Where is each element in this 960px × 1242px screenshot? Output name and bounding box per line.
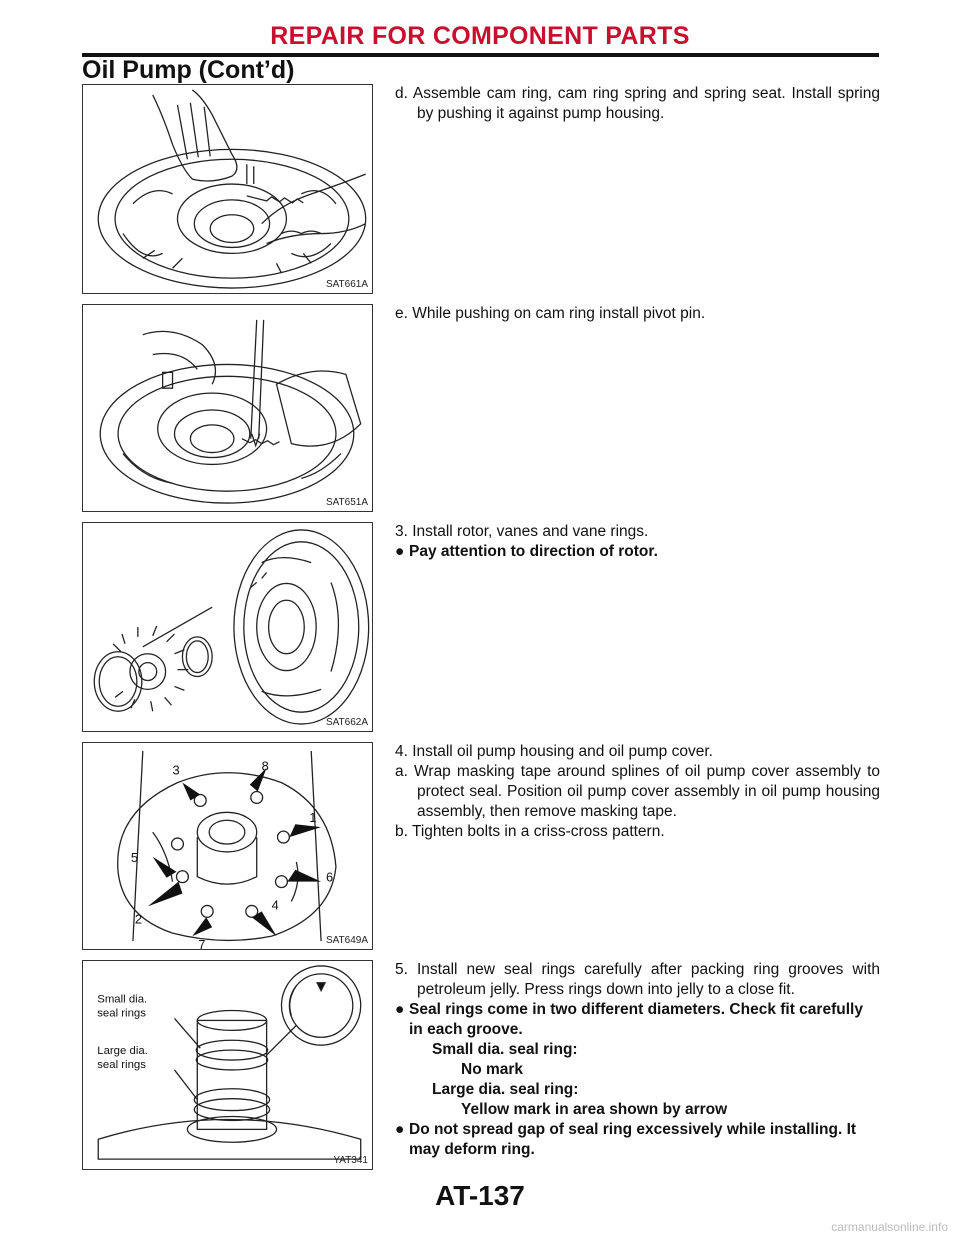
bullet-icon: ● xyxy=(395,1121,405,1138)
small-seal-value: No mark xyxy=(461,1061,524,1078)
large-seal-label: Large dia. seal ring: xyxy=(432,1081,579,1098)
bolt-number: 5 xyxy=(130,849,139,865)
step-3-bullet xyxy=(395,542,880,562)
step-d-block xyxy=(395,84,880,124)
step-5: 5. Install new seal rings carefully after packing ring grooves with petroleum jelly. Press rings down into jelly to a close fit. xyxy=(395,961,880,998)
bullet-icon: ● xyxy=(395,543,405,560)
step-3-block xyxy=(395,522,880,562)
callout-label: seal rings xyxy=(97,1058,146,1071)
step-3-bullet-text: Pay attention to direction of rotor. xyxy=(409,543,658,560)
illustration-pivot-pin xyxy=(83,305,372,511)
section-title: Oil Pump (Cont’d) xyxy=(82,56,295,84)
large-seal-value: Yellow mark in area shown by arrow xyxy=(461,1101,728,1118)
figure-code: SAT662A xyxy=(325,717,368,728)
header-title: REPAIR FOR COMPONENT PARTS xyxy=(270,22,690,50)
step-5-bullet-2-text: Do not spread gap of seal ring excessively while installing. It may deform ring. xyxy=(409,1121,857,1158)
illustration-rotor-vanes xyxy=(83,523,372,731)
step-e: e. While pushing on cam ring install pivot pin. xyxy=(395,305,706,322)
step-d: d. Assemble cam ring, cam ring spring and spring seat. Install spring by pushing it against pump housing. xyxy=(395,85,880,122)
step-e-block xyxy=(395,304,880,324)
step-4: 4. Install oil pump housing and oil pump cover. xyxy=(395,743,713,760)
step-5-bullet-1-text: Seal rings come in two different diameters. Check fit carefully in each groove. xyxy=(409,1001,863,1038)
figure-rotor-vanes xyxy=(82,522,373,732)
step-5-bullet-2 xyxy=(395,1120,880,1160)
step-3: 3. Install rotor, vanes and vane rings. xyxy=(395,523,649,540)
figure-pivot-pin xyxy=(82,304,373,512)
page-number: AT-137 xyxy=(435,1180,525,1211)
step-4-block xyxy=(395,742,880,842)
callout-label: Small dia. xyxy=(97,993,148,1006)
figure-code: YAT341 xyxy=(333,1155,368,1166)
figure-code: SAT649A xyxy=(325,935,368,946)
callout-label: Large dia. xyxy=(97,1045,148,1058)
callout-label: seal rings xyxy=(97,1007,146,1020)
step-4b: b. Tighten bolts in a criss-cross pattern. xyxy=(395,823,665,840)
illustration-bolt-pattern xyxy=(83,743,372,949)
illustration-seal-rings xyxy=(83,961,372,1169)
bolt-number: 6 xyxy=(326,869,334,885)
watermark: carmanualsonline.info xyxy=(831,1220,948,1234)
figure-bolt-pattern xyxy=(82,742,373,950)
figure-seal-rings xyxy=(82,960,373,1170)
figure-code: SAT651A xyxy=(325,497,368,508)
bolt-number: 3 xyxy=(172,762,180,778)
step-5-bullet-1 xyxy=(395,1000,880,1040)
bolt-number: 4 xyxy=(271,897,279,913)
step-5-block xyxy=(395,960,880,1160)
figure-code: SAT661A xyxy=(325,279,368,290)
step-4a: a. Wrap masking tape around splines of oil pump cover assembly to protect seal. Position oil pump cover assembly in oil pump housing assembly, then remove masking tape. xyxy=(395,763,880,820)
bolt-number: 1 xyxy=(309,810,317,826)
bolt-number: 2 xyxy=(134,911,143,927)
bullet-icon: ● xyxy=(395,1001,405,1018)
figure-cam-ring-assembly xyxy=(82,84,373,294)
small-seal-label: Small dia. seal ring: xyxy=(432,1041,578,1058)
bolt-number: 8 xyxy=(261,758,269,774)
bolt-number: 7 xyxy=(198,937,206,949)
illustration-cam-ring-assembly xyxy=(83,85,372,293)
